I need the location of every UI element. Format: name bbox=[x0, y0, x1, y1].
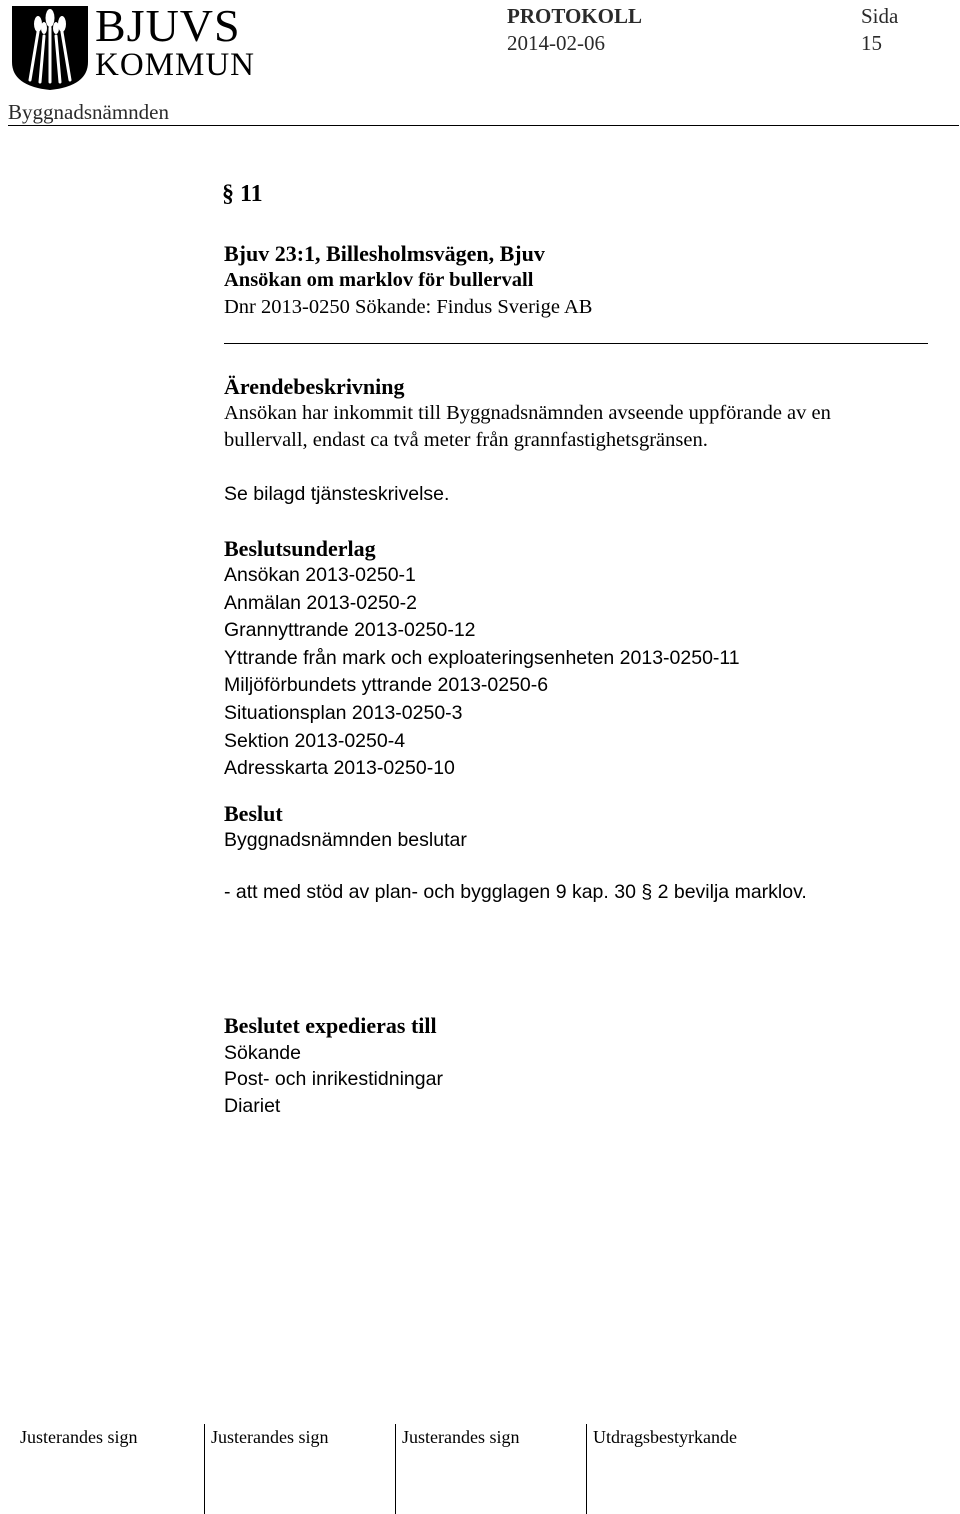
list-item: Sektion 2013-0250-4 bbox=[224, 729, 406, 752]
signature-label-3: Justerandes sign bbox=[402, 1427, 520, 1447]
torch-emblem-icon bbox=[12, 6, 88, 90]
logo-wordmark bbox=[95, 0, 256, 83]
attachment-note: Se bilagd tjänsteskrivelse. bbox=[224, 483, 450, 505]
arendebeskrivning-line-2: bullervall, endast ca två meter från grannfastighetsgränsen. bbox=[224, 429, 708, 451]
expedieras-heading: Beslutet expedieras till bbox=[224, 1013, 437, 1038]
arendebeskrivning-heading: Ärendebeskrivning bbox=[224, 374, 405, 399]
signature-divider bbox=[204, 1424, 205, 1514]
page-number: 15 bbox=[861, 31, 882, 55]
signature-divider bbox=[586, 1424, 587, 1514]
list-item: Situationsplan 2013-0250-3 bbox=[224, 701, 463, 724]
expedieras-block bbox=[224, 1013, 443, 1119]
list-item: Adresskarta 2013-0250-10 bbox=[224, 757, 455, 780]
list-item: Grannyttrande 2013-0250-12 bbox=[224, 619, 476, 642]
signature-divider bbox=[395, 1424, 396, 1514]
section-sign: § bbox=[222, 181, 234, 207]
recipient-item: Diariet bbox=[224, 1094, 281, 1117]
beslut-heading: Beslut bbox=[224, 801, 283, 826]
committee-name: Byggnadsnämnden bbox=[8, 100, 169, 124]
case-title: Bjuv 23:1, Billesholmsvägen, Bjuv bbox=[224, 241, 545, 266]
recipient-item: Post- och inrikestidningar bbox=[224, 1068, 443, 1090]
list-item: Miljöförbundets yttrande 2013-0250-6 bbox=[224, 674, 549, 697]
header-divider bbox=[8, 125, 959, 126]
title-separator bbox=[224, 343, 928, 344]
arendebeskrivning-line-1: Ansökan har inkommit till Byggnadsnämnden avseende uppförande av en bbox=[224, 402, 831, 424]
certification-label: Utdragsbestyrkande bbox=[593, 1427, 737, 1447]
document-date: 2014-02-06 bbox=[507, 31, 605, 55]
document-type: PROTOKOLL bbox=[507, 4, 642, 28]
beslutsunderlag-list bbox=[224, 562, 740, 783]
logo-name: BJUVS bbox=[95, 0, 241, 51]
case-subtitle: Ansökan om marklov för bullervall bbox=[224, 269, 534, 291]
signature-label-1: Justerandes sign bbox=[20, 1427, 138, 1447]
beslut-intro: Byggnadsnämnden beslutar bbox=[224, 829, 467, 851]
list-item: Yttrande från mark och exploateringsenheten 2013-0250-11 bbox=[224, 646, 740, 669]
signature-label-2: Justerandes sign bbox=[211, 1427, 329, 1447]
recipient-item: Sökande bbox=[224, 1041, 301, 1064]
logo-sub: KOMMUN bbox=[95, 47, 256, 83]
beslutsunderlag-heading: Beslutsunderlag bbox=[224, 536, 376, 561]
list-item: Anmälan 2013-0250-2 bbox=[224, 591, 417, 614]
paragraph-number-value: 11 bbox=[240, 181, 263, 207]
page-label: Sida bbox=[861, 4, 899, 28]
dnr-line: Dnr 2013-0250 Sökande: Findus Sverige AB bbox=[224, 296, 593, 318]
list-item: Ansökan 2013-0250-1 bbox=[224, 564, 416, 586]
beslut-decision: - att med stöd av plan- och bygglagen 9 kap. 30 § 2 bevilja marklov. bbox=[224, 881, 807, 903]
paragraph-number bbox=[222, 181, 263, 208]
